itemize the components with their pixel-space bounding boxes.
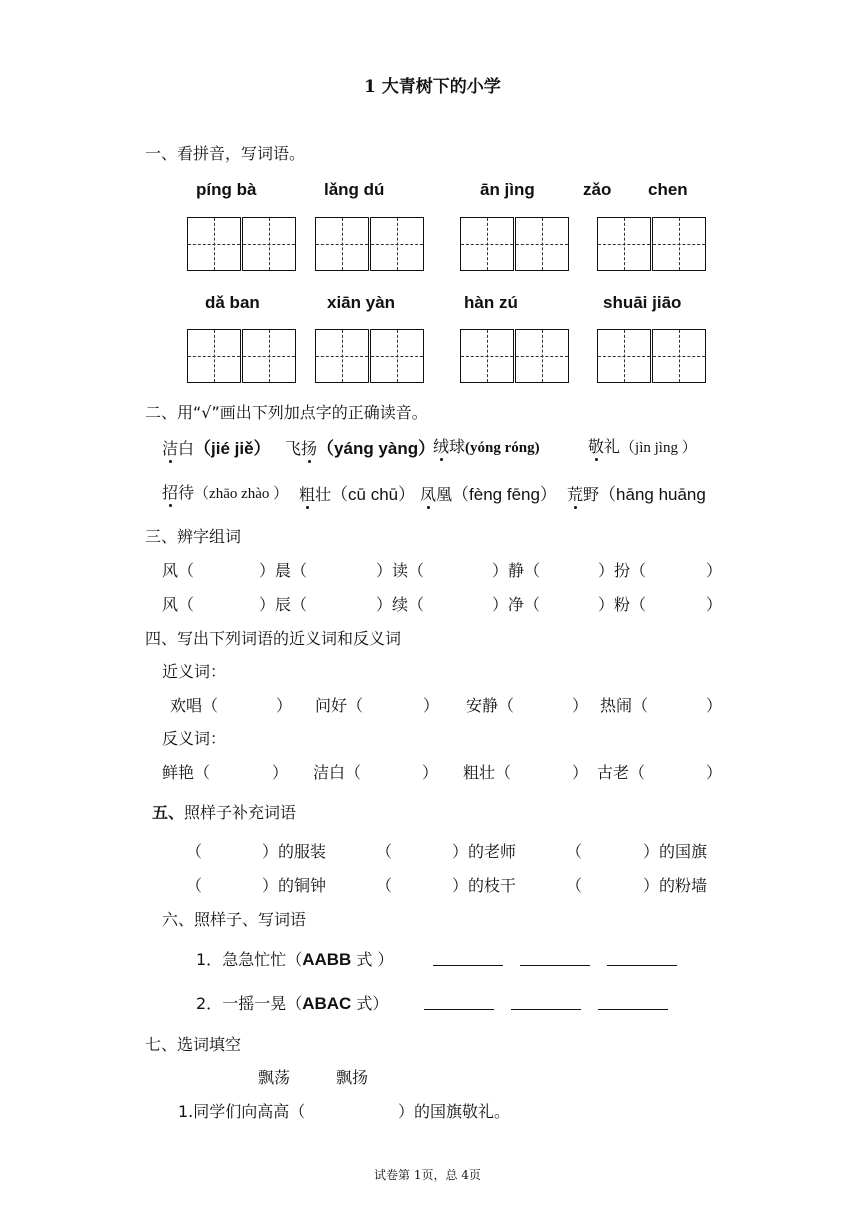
pinyin-label: shuāi jiāo bbox=[603, 293, 682, 312]
blank-close: ） bbox=[706, 763, 723, 782]
phrase-suffix: ）的国旗 bbox=[643, 842, 708, 861]
answer-line[interactable] bbox=[511, 1009, 581, 1010]
writing-grid-cell[interactable] bbox=[187, 329, 241, 383]
pinyin-options: （jié jiě） bbox=[194, 439, 271, 458]
section-4-heading: 四、写出下列词语的近义词和反义词 bbox=[145, 629, 402, 648]
word-blank[interactable]: 风（ bbox=[162, 561, 195, 580]
synonym-blank[interactable]: 问好（ bbox=[315, 696, 364, 715]
pinyin-label: zǎo bbox=[583, 180, 612, 199]
synonym-label: 近义词： bbox=[162, 662, 227, 681]
word-blank[interactable]: ）净（ bbox=[492, 595, 541, 614]
antonym-label: 反义词： bbox=[162, 729, 227, 748]
writing-grid-cell[interactable] bbox=[652, 329, 706, 383]
word-blank[interactable]: ）读（ bbox=[376, 561, 425, 580]
example-1 bbox=[196, 947, 394, 970]
dotted-char: 绒 bbox=[433, 437, 450, 456]
word-blank[interactable]: ）扮（ bbox=[598, 561, 647, 580]
word-blank-close: ） bbox=[706, 595, 723, 614]
word-choice: 飘荡 bbox=[258, 1068, 291, 1087]
pinyin-label: chen bbox=[648, 180, 688, 199]
writing-grid-cell[interactable] bbox=[370, 329, 424, 383]
pattern-suffix: 式 ） bbox=[351, 950, 394, 969]
writing-grid-cell[interactable] bbox=[515, 329, 569, 383]
pinyin-label: lǎng dú bbox=[324, 180, 385, 199]
reading-item[interactable]: 洁白（jié jiě） bbox=[162, 439, 271, 458]
word-blank[interactable]: 风（ bbox=[162, 595, 195, 614]
page-footer: 试卷第 1页，总 4页 bbox=[374, 1168, 481, 1182]
reading-item[interactable]: 荒野（hāng huāng bbox=[567, 485, 706, 504]
reading-item[interactable]: 粗壮（cū chū） bbox=[299, 485, 416, 504]
writing-grid-cell[interactable] bbox=[597, 217, 651, 271]
word-blank[interactable]: ）粉（ bbox=[598, 595, 647, 614]
word-blank[interactable]: ）静（ bbox=[492, 561, 541, 580]
word-blank[interactable]: ）晨（ bbox=[259, 561, 308, 580]
example-word: 急急忙忙（ bbox=[222, 950, 303, 969]
writing-grid-cell[interactable] bbox=[597, 329, 651, 383]
phrase-suffix: ）的服装 bbox=[262, 842, 327, 861]
blank-close: ） bbox=[422, 763, 439, 782]
answer-line[interactable] bbox=[598, 1009, 668, 1010]
writing-grid-cell[interactable] bbox=[315, 329, 369, 383]
pinyin-label: ān jìng bbox=[480, 180, 535, 199]
writing-grid-cell[interactable] bbox=[242, 329, 296, 383]
writing-grid-cell[interactable] bbox=[315, 217, 369, 271]
blank-close: ） bbox=[423, 696, 440, 715]
pinyin-options: (yóng róng) bbox=[465, 440, 540, 456]
blank-close: ） bbox=[272, 763, 289, 782]
blank-open[interactable]: （ bbox=[566, 876, 583, 895]
pattern-label: AABB bbox=[302, 950, 352, 969]
dotted-char: 敬 bbox=[588, 437, 605, 456]
blank-open[interactable]: （ bbox=[566, 842, 583, 861]
word-blank[interactable]: ）辰（ bbox=[259, 595, 308, 614]
answer-line[interactable] bbox=[424, 1009, 494, 1010]
word-blank-close: ） bbox=[706, 561, 723, 580]
reading-item[interactable]: 招待（zhāo zhào ） bbox=[162, 483, 289, 502]
pinyin-label: píng bà bbox=[196, 180, 257, 199]
page-title: 1 大青树下的小学 bbox=[364, 77, 501, 97]
blank-close: ） bbox=[572, 763, 589, 782]
reading-item[interactable]: 敬礼（jìn jìng ） bbox=[588, 437, 697, 456]
answer-line[interactable] bbox=[433, 965, 503, 966]
section-6-heading: 六、照样子、写词语 bbox=[162, 910, 307, 929]
phrase-suffix: ）的老师 bbox=[452, 842, 517, 861]
writing-grid-cell[interactable] bbox=[187, 217, 241, 271]
synonym-blank[interactable]: 欢唱（ bbox=[170, 696, 219, 715]
blank-close: ） bbox=[276, 696, 293, 715]
pattern-suffix: 式） bbox=[351, 994, 389, 1013]
section-number: 五、 bbox=[152, 803, 185, 822]
reading-item[interactable]: 凤凰（fèng fēng） bbox=[420, 485, 557, 504]
section-1-heading: 一、看拼音，写词语。 bbox=[145, 144, 306, 163]
answer-line[interactable] bbox=[520, 965, 590, 966]
word-blank[interactable]: ）续（ bbox=[376, 595, 425, 614]
writing-grid-cell[interactable] bbox=[460, 329, 514, 383]
pinyin-options: （cū chū） bbox=[331, 485, 416, 504]
section-5-heading bbox=[152, 800, 296, 823]
pinyin-options: （jìn jìng ） bbox=[620, 440, 697, 456]
pattern-label: ABAC bbox=[302, 994, 352, 1013]
antonym-blank[interactable]: 洁白（ bbox=[313, 763, 362, 782]
writing-grid-cell[interactable] bbox=[515, 217, 569, 271]
pinyin-label: hàn zú bbox=[464, 293, 518, 312]
phrase-suffix: ）的枝干 bbox=[452, 876, 517, 895]
example-word: 一摇一晃（ bbox=[222, 994, 303, 1013]
section-3-heading: 三、辨字组词 bbox=[145, 527, 242, 546]
dotted-char: 粗 bbox=[299, 485, 316, 504]
blank-close: ） bbox=[706, 696, 723, 715]
synonym-blank[interactable]: 热闹（ bbox=[600, 696, 649, 715]
antonym-blank[interactable]: 粗壮（ bbox=[463, 763, 512, 782]
writing-grid-cell[interactable] bbox=[652, 217, 706, 271]
fill-question-end: ）的国旗敬礼。 bbox=[398, 1102, 511, 1121]
phrase-suffix: ）的粉墙 bbox=[643, 876, 708, 895]
pinyin-options: （zhāo zhào ） bbox=[194, 486, 289, 502]
word-choice: 飘扬 bbox=[336, 1068, 369, 1087]
blank-open[interactable]: （ bbox=[186, 842, 203, 861]
blank-close: ） bbox=[572, 696, 589, 715]
blank-open[interactable]: （ bbox=[186, 876, 203, 895]
antonym-blank[interactable]: 古老（ bbox=[597, 763, 646, 782]
reading-item[interactable]: 绒球(yóng róng) bbox=[433, 437, 540, 456]
section-2-heading: 二、用“√”画出下列加点字的正确读音。 bbox=[145, 403, 428, 422]
dotted-char: 凤 bbox=[420, 485, 437, 504]
section-title: 照样子补充词语 bbox=[184, 803, 297, 822]
writing-grid-cell[interactable] bbox=[242, 217, 296, 271]
pinyin-label: dǎ ban bbox=[205, 293, 260, 312]
item-number: 1． bbox=[196, 950, 223, 969]
pinyin-label: xiān yàn bbox=[327, 293, 396, 312]
dotted-char: 招 bbox=[162, 483, 179, 502]
section-7-heading: 七、选词填空 bbox=[145, 1035, 242, 1054]
pinyin-options: （fèng fēng） bbox=[452, 485, 557, 504]
writing-grid-cell[interactable] bbox=[370, 217, 424, 271]
antonym-blank[interactable]: 鲜艳（ bbox=[162, 763, 211, 782]
dotted-char: 荒 bbox=[567, 485, 584, 504]
fill-question-start[interactable]: 1.同学们向高高（ bbox=[178, 1102, 306, 1121]
answer-line[interactable] bbox=[607, 965, 677, 966]
pinyin-options: （hāng huāng bbox=[599, 485, 706, 504]
dotted-char: 洁 bbox=[162, 439, 179, 458]
blank-open[interactable]: （ bbox=[376, 876, 393, 895]
example-2 bbox=[196, 991, 388, 1014]
writing-grid-cell[interactable] bbox=[460, 217, 514, 271]
dotted-char: 扬 bbox=[301, 439, 318, 458]
blank-open[interactable]: （ bbox=[376, 842, 393, 861]
pinyin-options: （yáng yàng） bbox=[317, 439, 436, 458]
item-number: 2． bbox=[196, 994, 223, 1013]
reading-item[interactable]: 飞扬（yáng yàng） bbox=[285, 439, 436, 458]
synonym-blank[interactable]: 安静（ bbox=[466, 696, 515, 715]
phrase-suffix: ）的铜钟 bbox=[262, 876, 327, 895]
